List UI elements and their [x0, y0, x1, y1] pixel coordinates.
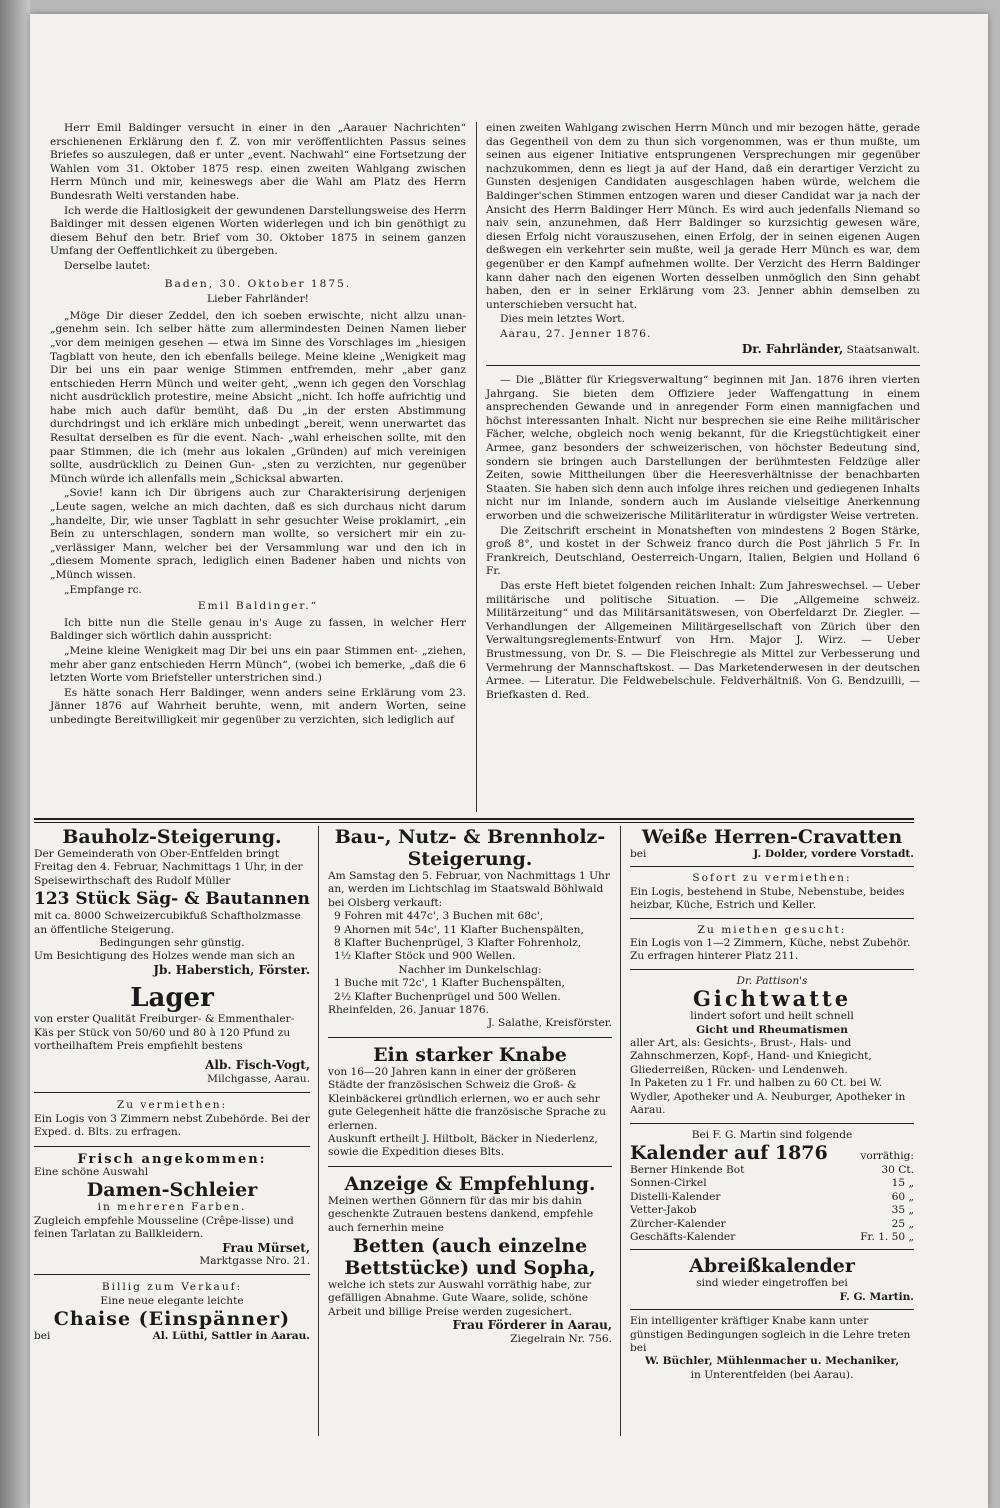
price-row: [630, 1177, 914, 1190]
signoff: [486, 343, 920, 358]
ad-text: sind wieder eingetroffen bei: [696, 1277, 848, 1290]
letter-place-date: Baden, 30. Oktober 1875.: [164, 277, 352, 290]
ad-signature: J. Dolder, vordere Vorstadt.: [753, 848, 914, 860]
ad-text: lindert sofort und heilt schnell: [690, 1010, 854, 1023]
signoff-place-date: Aarau, 27. Jenner 1876.: [500, 327, 652, 340]
ad-title: Gichtwatte: [692, 986, 852, 1012]
ad-title: Bau-, Nutz- & Brennholz-Steigerung.: [334, 826, 606, 870]
article-paragraph: Es hätte sonach Herr Baldinger, wenn anders seine Erklärung vom 23. Jänner 1876 auf Wahrheit beruhte, wenn, mit andern Worten, seine unbedingte Bereitwilligkeit mir gegenüber zu verzichten, sich lediglich auf: [50, 686, 466, 726]
ad-signature: Frau Förderer in Aarau,: [452, 1318, 612, 1333]
ads-divider-2: [620, 826, 621, 1436]
ad-signature: Jb. Haberstich, Förster.: [153, 962, 310, 977]
ad-separator: [630, 969, 914, 970]
ad-text: Am Samstag den 5. Februar, von Nachmittags 1 Uhr an, werden im Lichtschlag im Staatswald Böhlwald bei Olsberg verkauft:: [328, 870, 610, 909]
right-article-column: [486, 122, 920, 703]
ad-signature: J. Salathe, Kreisförster.: [487, 1017, 612, 1030]
ad-text: Auskunft ertheilt J. Hiltbolt, Bäcker in Niederlenz, sowie die Expedition dieses Blts.: [328, 1132, 598, 1159]
ad-item: 9 Ahornen mit 54c', 11 Klafter Buchenspälten,: [334, 923, 584, 936]
ad-text: aller Art, als: Gesichts-, Brust-, Hals- und Zahnschmerzen, Kopf-, Hand- und Kniegicht, Gliederreißen, Rücken- und Lendenweh.: [630, 1037, 872, 1076]
ad-item-list: [328, 910, 612, 964]
article-paragraph: — Die „Blätter für Kriegsverwaltung“ beginnen mit Jan. 1876 ihren vierten Jahrgang. Sie bieten dem Offiziere jeder Waffengattung in einem ansprechenden Gewande und in anregender Form einen mannigfachen und höchst interessanten Inhalt. Nicht nur besprechen sie eine Reihe militärischer Fächer, welche, obgleich noch wenig bekannt, für die Kriegstüchtigkeit einer Armee, ganz besonders der schweizerischen, von höchster Bedeutung sind, sondern sie bringen auch Darstellungen der berühmtesten Feldzüge aller Zeiten, sowie Mittheilungen über die Heeresverhältnisse der benachbarten Staaten. Sie haben sich denn auch infolge ihres reichen und gediegenen Inhalts nicht nur im Inlande, sondern auch im Auslande vielseitige Anerkennung erworben und die schweizerische Militärliteratur in würdigster Weise vertreten.: [486, 374, 920, 523]
ad-title: Bauholz-Steigerung.: [62, 826, 282, 848]
ad-item: 2½ Klafter Buchenprügel und 500 Wellen.: [334, 990, 561, 1003]
ad-text: Ein Logis von 3 Zimmern nebst Zubehörde. Bei der Exped. d. Blts. zu erfragen.: [34, 1112, 310, 1139]
letter-signature: Emil Baldinger.“: [197, 600, 319, 613]
ad-title: Zu vermiethen:: [116, 1099, 228, 1112]
ad-text: bei: [630, 848, 647, 860]
calendar-price: Fr. 1. 50 „: [860, 1230, 914, 1243]
ad-text: In Paketen zu 1 Fr. und halben zu 60 Ct. bei W. Wydler, Apotheker und A. Neuburger, Apotheker in Aarau.: [630, 1077, 906, 1117]
article-paragraph: Ich bitte nun die Stelle genau in's Auge zu fassen, in welcher Herr Baldinger sich wörtlich dahin ausspricht:: [50, 616, 466, 643]
left-article-column: [50, 122, 466, 729]
ad-text: bei: [34, 1330, 51, 1343]
ad-highlight: 123 Stück Säg- & Bautannen: [34, 889, 310, 910]
calendar-name: Geschäfts-Kalender: [630, 1230, 736, 1243]
ad-text: Meinen werthen Gönnern für das mir bis dahin geschenkte Zutrauen bestens dankend, empfehle auch fernerhin meine: [328, 1194, 594, 1234]
ad-title: Billig zum Verkauf:: [101, 1281, 243, 1294]
column-divider: [476, 122, 477, 812]
ad-separator: [34, 1092, 310, 1093]
calendar-name: Distelli-Kalender: [630, 1190, 721, 1203]
ad-text: in mehreren Farben.: [97, 1201, 247, 1214]
ad-signature: W. Büchler, Mühlenmacher u. Mechaniker,: [644, 1355, 900, 1368]
ad-text: von erster Qualität Freiburger- & Emmenthaler-Käs per Stück von 50/60 und 80 à 120 Pfund zu vortheilhaftem Preis empfiehlt bestens: [34, 1013, 295, 1053]
ad-signature: Al. Lüthi, Sattler in Aarau.: [152, 1330, 310, 1343]
ad-separator: [630, 866, 914, 867]
signoff-title: Staatsanwalt.: [846, 343, 920, 356]
calendar-name: Vetter-Jakob: [630, 1204, 697, 1217]
letter-paragraph: „Möge Dir dieser Zeddel, den ich soeben erwischte, nicht allzu unan- „genehm sein. Ich selber hätte zum allermindesten Deinen Namen lieber „vor dem meinigen gesehen — etwa im Sinne des Vorschlages im „hiesigen Tagblatt von heute, den ich ebenfalls beilege. Meine kleine „Wenigkeit mag Dir bei uns ein paar wenige Stimmen entfremden, mehr „aber ganz entschieden Herrn Münch und weiter geht, „wenn ich gegen den Vorschlag nicht ausdrücklich protestire, meine Absicht „nicht. Ich hoffe aufrichtig und habe mich auch dafür bemüht, daß Du „in der ersten Abstimmung durchdringst und ich erkläre mich unbedingt „bereit, wenn unerwartet das Resultat derselben es für die event. Nach- „wahl erheischen sollte, mit den paar Stimmen, die ich (mehr aus lokalen „Gründen) auf mich vereinigen sollte, ausdrücklich zu Deinen Gun- „sten zu verzichten, nur gegenüber Münch würde ich allenfalls mein „Schicksal abwarten.: [50, 309, 466, 485]
ad-signature: Frau Mürset,: [222, 1240, 310, 1255]
ads-column-2: [328, 826, 612, 1346]
ad-title: Anzeige & Empfehlung.: [344, 1172, 596, 1195]
calendar-price: 60 „: [891, 1190, 914, 1203]
ad-item: 9 Fohren mit 447c', 3 Buchen mit 68c',: [334, 910, 544, 923]
ad-signature: F. G. Martin.: [839, 1290, 914, 1303]
ad-text: Der Gemeinderath von Ober-Entfelden bringt Freitag den 4. Februar, Nachmittags 1 Uhr, in der Speisewirthschaft des Rudolf Müller: [34, 848, 303, 887]
ad-line: [630, 1142, 914, 1164]
ad-title: Frisch angekommen:: [77, 1151, 267, 1167]
article-paragraph: Die Zeitschrift erscheint in Monatsheften von mindestens 2 Bogen Stärke, groß 8°, und kostet in der Schweiz franco durch die Post jährlich 5 Fr. In Frankreich, Deutschland, Oesterreich-Ungarn, Italien, Belgien und Holland 6 Fr.: [486, 524, 920, 578]
ad-text: Eine neue elegante leichte: [100, 1294, 244, 1307]
signoff-name: Dr. Fahrländer,: [741, 341, 844, 356]
price-row: [630, 1204, 914, 1217]
ads-top-rule-2: [34, 822, 914, 823]
article-separator: [486, 365, 920, 366]
ad-title: Kalender auf 1876: [630, 1141, 828, 1164]
ad-separator: [630, 1249, 914, 1250]
ad-line: [630, 848, 914, 861]
ad-date: Rheinfelden, 26. Januar 1876.: [328, 1004, 489, 1017]
ad-title: Ein starker Knabe: [373, 1043, 567, 1066]
ads-divider-1: [318, 826, 319, 1436]
ad-signature-address: Ziegelrain Nr. 756.: [510, 1332, 612, 1345]
ad-subtitle: Dr. Pattison's: [736, 974, 808, 987]
ad-title: Zu miethen gesucht:: [697, 923, 847, 936]
ads-column-3: [630, 826, 914, 1382]
calendar-price: 35 „: [891, 1204, 914, 1217]
ad-separator: [328, 1037, 612, 1038]
article-paragraph: Dies mein letztes Wort.: [500, 313, 625, 326]
article-paragraph: Derselbe lautet:: [64, 259, 151, 272]
price-row: [630, 1218, 914, 1231]
price-row: [630, 1191, 914, 1204]
calendar-name: Berner Hinkende Bot: [630, 1163, 745, 1176]
calendar-price: 15 „: [891, 1177, 914, 1190]
ad-title: Sofort zu vermiethen:: [692, 872, 852, 885]
letter-paragraph: „Empfange rc.: [64, 583, 142, 596]
ad-separator: [34, 1146, 310, 1147]
letter-salutation: Lieber Fahrländer!: [207, 293, 309, 306]
ads-column-1: [34, 826, 310, 1344]
calendar-name: Zürcher-Kalender: [630, 1217, 726, 1230]
ad-item: 1 Buche mit 72c', 1 Klafter Buchenspälten,: [334, 977, 565, 990]
ad-separator: [34, 1274, 310, 1275]
ad-signature-address: Marktgasse Nro. 21.: [199, 1254, 310, 1267]
ad-signature-address: Milchgasse, Aarau.: [207, 1072, 310, 1085]
article-paragraph: „Meine kleine Wenigkeit mag Dir bei uns ein paar Stimmen ent- „ziehen, mehr aber ganz entschieden Herrn Münch“, (wobei ich bemerke, „daß die 6 letzten Worte vom Briefsteller unterstrichen sind.): [50, 644, 466, 685]
ad-highlight: Chaise (Einspänner): [53, 1308, 291, 1331]
ad-title: Weiße Herren-Cravatten: [641, 826, 903, 848]
ad-signature-address: in Unterentfelden (bei Aarau).: [690, 1368, 854, 1381]
ad-text: Ein Logis von 1—2 Zimmern, Küche, nebst Zubehör. Zu erfragen hinterer Platz 211.: [630, 937, 911, 963]
ad-separator: [630, 1123, 914, 1124]
ad-text: Um Besichtigung des Holzes wende man sich an: [34, 950, 295, 963]
calendar-price: 25 „: [891, 1217, 914, 1230]
ad-signature: Alb. Fisch-Vogt,: [205, 1058, 310, 1073]
ad-separator: [630, 1309, 914, 1310]
calendar-price-list: [630, 1164, 914, 1244]
ad-text: Bei F. G. Martin sind folgende: [691, 1128, 853, 1141]
ads-top-rule: [34, 818, 914, 820]
ad-separator: [630, 918, 914, 919]
ad-item-list: [328, 977, 612, 1004]
ad-highlight: Gicht und Rheumatismen: [696, 1023, 848, 1036]
ad-text: mit ca. 8000 Schweizercubikfuß Schaftholzmasse an öffentliche Steigerung.: [34, 910, 301, 936]
ad-text: von 16—20 Jahren kann in einer der größeren Städte der französischen Schweiz die Groß- & Kleinbäckerei gründlich erlernen, wo er auch sehr gute Gelegenheit hätte die französische Sprache zu erlernen.: [328, 1065, 606, 1132]
calendar-name: Sonnen-Cirkel: [630, 1177, 707, 1190]
ad-text: Eine schöne Auswahl: [34, 1165, 149, 1178]
article-paragraph: Das erste Heft bietet folgenden reichen Inhalt: Zum Jahreswechsel. — Ueber militärische und politische Situation. — Die „Allgemeine schweiz. Militärzeitung“ und das Militärsanitätswesen, von Oberfeldarzt Dr. Ziegler. — Verhandlungen der Allgemeinen Militärgesellschaft von Zürich über den Verwaltungsreglements-Entwurf von Hrn. Major J. Wirz. — Ueber Brustmessung, von Dr. S. — Die Fleischregie als Mittel zur Verbesserung und Vermehrung der Mannschaftskost. — Das Marketenderwesen in der deutschen Armee. — Literatur. Die Feldwebelschule. Feldverhältniß. Von G. Bendzuilli, — Briefkasten d. Red.: [486, 580, 920, 701]
ad-text: Ein Logis, bestehend in Stube, Nebenstube, beides heizbar, Küche, Estrich und Keller.: [630, 885, 905, 912]
ad-text: welche ich stets zur Auswahl vorräthig habe, zur gefälligen Abnahme. Gute Waare, solide, schöne Arbeit und billige Preise werden zugesichert.: [328, 1278, 592, 1318]
ad-item: 1½ Klafter Stöck und 900 Wellen.: [334, 950, 516, 963]
calendar-price: 30 Ct.: [881, 1163, 914, 1176]
ad-text: Nachher im Dunkelschlag:: [398, 963, 542, 976]
letter-paragraph: „Sovie! kann ich Dir übrigens auch zur Charakterisirung derjenigen „Leute sagen, welche an mich dachten, daß es sich durchaus nicht darum „handelte, Dir, wie unser Tagblatt in sehr gesuchter Weise proklamirt, „ein Bein zu unterschlagen, sondern man wollte, so versichert mir ein zu- „verlässiger Mann, welcher bei der Versammlung war und den ich in „diesem Momente sprach, lediglich einen Badener haben und nichts von „Münch wissen.: [50, 487, 466, 581]
ad-highlight: Betten (auch einzelne Bettstücke) und Sopha,: [344, 1234, 596, 1279]
price-row: [630, 1231, 914, 1244]
ad-item: 8 Klafter Buchenprügel, 3 Klafter Fohrenholz,: [334, 937, 582, 950]
ad-text: Ein intelligenter kräftiger Knabe kann unter günstigen Bedingungen sogleich in die Lehre treten bei: [630, 1315, 911, 1354]
ad-footer: [34, 1330, 310, 1343]
ad-highlight: Damen-Schleier: [86, 1179, 258, 1202]
ad-text: vorräthig:: [860, 1149, 914, 1162]
ad-text: Bedingungen sehr günstig.: [99, 937, 245, 950]
price-row: [630, 1164, 914, 1177]
ad-separator: [328, 1166, 612, 1167]
ad-title: Lager: [130, 983, 214, 1014]
page-binding-shadow: [0, 0, 30, 1508]
ad-title: Abreißkalender: [689, 1255, 855, 1278]
ad-text: Zugleich empfehle Mousseline (Crêpe-lisse) und feinen Tarlatan zu Ballkleidern.: [34, 1214, 294, 1241]
article-paragraph: Herr Emil Baldinger versucht in einer in den „Aarauer Nachrichten“ erschienenen Erklärung den f. Z. von mir veröffentlichten Passus seines Briefes so auszulegen, daß er unter „event. Nachwahl“ eine Fortsetzung der Wahlen vom 31. Oktober 1875 resp. einen zweiten Wahlgang zwischen Herrn Münch und mir, keineswegs aber die Wahl am Platz des Herrn Bundesrath Welti verstanden habe.: [50, 122, 466, 202]
article-paragraph: einen zweiten Wahlgang zwischen Herrn Münch und mir bezogen hätte, gerade das Gegentheil von dem zu thun sich vorgenommen, was er thun mußte, um seinen aus eigener Initiative entsprungenen Versprechungen mir gegenüber nachzukommen, denn es liegt ja auf der Hand, daß ein derartiger Verzicht zu Gunsten desjenigen Candidaten ausgeschlagen haben würde, welchem die Baldinger'schen Stimmen entzogen waren und dieser Candidat war ja nach der Ansicht des Herrn Baldinger Herr Münch. Es wird auch jedenfalls Niemand so naiv sein, anzunehmen, daß Herr Baldinger so kurzsichtig gewesen wäre, diesen Erfolg nicht vorauszusehen, einen Erfolg, der in seinen eigenen Augen deßwegen ein verkehrter sein mußte, weil ja gerade Herr Münch es war, dem gegenüber er den Kampf aufnehmen wollte. Der Verzicht des Herrn Baldinger kann daher nach den eigenen Worten desselben unmöglich den Sinn gehabt haben, den er in seiner Erklärung vom 23. Jenner abhin demselben zu unterschieben versucht hat.: [486, 122, 920, 311]
article-paragraph: Ich werde die Haltlosigkeit der gewundenen Darstellungsweise des Herrn Baldinger mit dessen eigenen Worten widerlegen und ich bin genöthigt zu diesem Behuf den betr. Brief vom 30. Oktober 1875 in seinem ganzen Umfang der Oeffentlichkeit zu übergeben.: [50, 204, 466, 258]
